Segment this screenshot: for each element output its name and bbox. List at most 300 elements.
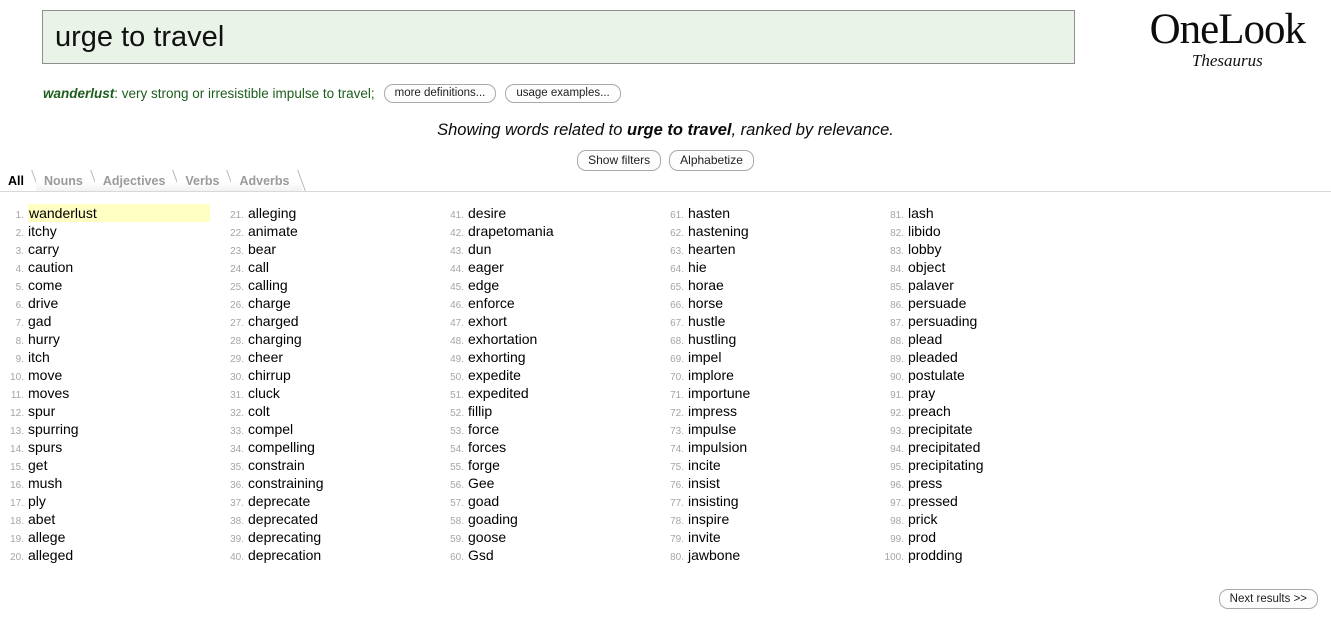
list-item — [220, 366, 440, 384]
word-link[interactable]: impulse — [688, 421, 737, 437]
word-link[interactable]: implore — [688, 367, 734, 383]
list-item — [440, 366, 660, 384]
list-item-number: 7. — [15, 318, 24, 329]
list-item-number: 16. — [10, 480, 24, 491]
word-link[interactable]: prick — [908, 511, 938, 527]
word-link[interactable]: hastening — [688, 223, 749, 239]
word-link[interactable]: impress — [688, 403, 738, 419]
list-item-number: 87. — [890, 318, 904, 329]
word-link[interactable]: precipitate — [908, 421, 973, 437]
list-item-number: 26. — [230, 300, 244, 311]
word-link[interactable]: ply — [28, 493, 46, 509]
list-item — [220, 276, 440, 294]
list-item — [660, 492, 880, 510]
word-link[interactable]: deprecate — [248, 493, 311, 509]
word-link[interactable]: Gee — [468, 475, 495, 491]
list-item — [880, 222, 1100, 240]
list-item-number: 65. — [670, 282, 684, 293]
list-item — [880, 294, 1100, 312]
word-link[interactable]: deprecated — [248, 511, 319, 527]
list-item-number: 96. — [890, 480, 904, 491]
results-column — [880, 204, 1100, 564]
list-item — [220, 204, 440, 222]
list-item-number: 64. — [670, 264, 684, 275]
list-item — [220, 528, 440, 546]
list-item-number: 71. — [670, 390, 684, 401]
list-item — [880, 366, 1100, 384]
list-item-number: 19. — [10, 534, 24, 545]
list-item — [440, 474, 660, 492]
list-item-number: 100. — [884, 552, 904, 563]
word-link[interactable]: exhorting — [468, 349, 526, 365]
list-item — [440, 240, 660, 258]
word-link[interactable]: edge — [468, 277, 500, 293]
list-item-number: 90. — [890, 372, 904, 383]
list-item-number: 24. — [230, 264, 244, 275]
list-item-number: 14. — [10, 444, 24, 455]
definition-line — [43, 84, 621, 103]
word-link[interactable]: charging — [248, 331, 302, 347]
word-link[interactable]: precipitated — [908, 439, 981, 455]
list-item — [220, 330, 440, 348]
word-link[interactable]: come — [28, 277, 63, 293]
list-item-number: 30. — [230, 372, 244, 383]
list-item — [880, 204, 1100, 222]
word-link[interactable]: chirrup — [248, 367, 291, 383]
results-column — [660, 204, 880, 564]
list-item — [0, 240, 220, 258]
list-item — [660, 510, 880, 528]
word-link[interactable]: hie — [688, 259, 707, 275]
list-item-number: 13. — [10, 426, 24, 437]
results-grid — [0, 204, 1100, 564]
word-link[interactable]: hurry — [28, 331, 60, 347]
word-link[interactable]: lobby — [908, 241, 942, 257]
list-item — [220, 510, 440, 528]
list-item — [220, 348, 440, 366]
word-link[interactable]: goading — [468, 511, 518, 527]
list-item — [660, 294, 880, 312]
word-link[interactable]: move — [28, 367, 63, 383]
list-item — [660, 420, 880, 438]
list-item — [660, 546, 880, 564]
list-item — [660, 438, 880, 456]
list-item — [220, 258, 440, 276]
list-item — [0, 330, 220, 348]
list-item-number: 98. — [890, 516, 904, 527]
list-item — [880, 384, 1100, 402]
word-link[interactable]: prodding — [908, 547, 963, 563]
word-link[interactable]: goose — [468, 529, 507, 545]
list-item-number: 70. — [670, 372, 684, 383]
word-link[interactable]: compel — [248, 421, 294, 437]
list-item-number: 80. — [670, 552, 684, 563]
definition-text: : very strong or irresistible impulse to travel; — [114, 86, 375, 101]
word-link[interactable]: invite — [688, 529, 721, 545]
list-item — [0, 438, 220, 456]
next-results-button[interactable]: Next results >> — [1219, 589, 1318, 609]
usage-examples-button[interactable]: usage examples... — [505, 84, 620, 103]
list-item — [0, 456, 220, 474]
list-item — [660, 312, 880, 330]
list-item-number: 76. — [670, 480, 684, 491]
list-item-number: 52. — [450, 408, 464, 419]
word-link[interactable]: hustling — [688, 331, 737, 347]
definition-headword: wanderlust — [43, 86, 115, 101]
list-item-number: 74. — [670, 444, 684, 455]
list-item — [0, 420, 220, 438]
list-item — [440, 330, 660, 348]
logo-subtitle: Thesaurus — [1191, 51, 1263, 70]
word-link[interactable]: itchy — [28, 223, 57, 239]
list-item-number: 79. — [670, 534, 684, 545]
word-link[interactable]: plead — [908, 331, 943, 347]
word-link[interactable]: jawbone — [688, 547, 741, 563]
list-item-number: 82. — [890, 228, 904, 239]
list-item-number: 73. — [670, 426, 684, 437]
list-item-number: 20. — [10, 552, 24, 563]
word-link[interactable]: impulsion — [688, 439, 748, 455]
list-item-number: 29. — [230, 354, 244, 365]
list-item-number: 31. — [230, 390, 244, 401]
logo-title: OneLook — [1149, 6, 1305, 53]
list-item — [660, 366, 880, 384]
list-item — [220, 474, 440, 492]
list-item-number: 59. — [450, 534, 464, 545]
word-link[interactable]: itch — [28, 349, 50, 365]
word-link[interactable]: spurring — [28, 421, 79, 437]
list-item-number: 46. — [450, 300, 464, 311]
list-item-number: 45. — [450, 282, 464, 293]
list-item-number: 40. — [230, 552, 244, 563]
word-link[interactable]: cluck — [248, 385, 280, 401]
list-item-number: 44. — [450, 264, 464, 275]
list-item — [0, 402, 220, 420]
word-link[interactable]: hasten — [688, 205, 731, 221]
list-item-number: 72. — [670, 408, 684, 419]
word-link[interactable]: forge — [468, 457, 500, 473]
word-link[interactable]: alleged — [28, 547, 74, 563]
list-item — [0, 294, 220, 312]
list-item-number: 97. — [890, 498, 904, 509]
word-link[interactable]: spurs — [28, 439, 63, 455]
word-link[interactable]: charge — [248, 295, 291, 311]
list-item — [880, 456, 1100, 474]
list-item-number: 3. — [15, 246, 24, 257]
word-link[interactable]: colt — [248, 403, 270, 419]
list-item-number: 11. — [10, 390, 24, 401]
list-item — [440, 384, 660, 402]
list-item-number: 51. — [450, 390, 464, 401]
list-item — [440, 294, 660, 312]
word-link[interactable]: horae — [688, 277, 724, 293]
list-item — [880, 402, 1100, 420]
word-link[interactable]: exhort — [468, 313, 507, 329]
word-link[interactable]: carry — [28, 241, 60, 257]
list-item-number: 67. — [670, 318, 684, 329]
tab-adjectives[interactable]: Adjectives — [95, 170, 178, 191]
list-item-number: 1. — [15, 210, 24, 221]
word-link[interactable]: animate — [248, 223, 298, 239]
word-link[interactable]: postulate — [908, 367, 965, 383]
word-link[interactable]: allege — [28, 529, 66, 545]
list-item — [440, 204, 660, 222]
word-link[interactable]: hustle — [688, 313, 726, 329]
alphabetize-button[interactable]: Alphabetize — [669, 150, 754, 171]
list-item-number: 42. — [450, 228, 464, 239]
word-link[interactable]: enforce — [468, 295, 515, 311]
word-link[interactable]: insisting — [688, 493, 739, 509]
list-item-number: 2. — [15, 228, 24, 239]
list-item-number: 56. — [450, 480, 464, 491]
actions-row — [0, 150, 1331, 171]
word-link[interactable]: eager — [468, 259, 504, 275]
list-item-number: 48. — [450, 336, 464, 347]
list-item — [880, 330, 1100, 348]
list-item-number: 47. — [450, 318, 464, 329]
word-link[interactable]: compelling — [248, 439, 315, 455]
list-item-number: 43. — [450, 246, 464, 257]
word-link[interactable]: get — [28, 457, 48, 473]
list-item — [0, 258, 220, 276]
list-item — [660, 222, 880, 240]
word-link[interactable]: bear — [248, 241, 277, 257]
list-item — [0, 348, 220, 366]
list-item-number: 77. — [670, 498, 684, 509]
list-item — [220, 420, 440, 438]
tab-bar — [0, 170, 1331, 192]
list-item — [660, 258, 880, 276]
list-item-number: 49. — [450, 354, 464, 365]
list-item-number: 41. — [450, 210, 464, 221]
list-item-number: 50. — [450, 372, 464, 383]
list-item-number: 85. — [890, 282, 904, 293]
list-item — [880, 528, 1100, 546]
list-item-number: 23. — [230, 246, 244, 257]
list-item — [220, 294, 440, 312]
list-item-number: 12. — [10, 408, 24, 419]
word-link[interactable]: desire — [468, 205, 507, 221]
word-link[interactable]: abet — [28, 511, 56, 527]
list-item — [880, 492, 1100, 510]
list-item — [660, 402, 880, 420]
word-link[interactable]: force — [468, 421, 500, 437]
list-item — [220, 240, 440, 258]
word-link[interactable]: Gsd — [468, 547, 494, 563]
list-item — [220, 384, 440, 402]
more-definitions-button[interactable]: more definitions... — [384, 84, 497, 103]
list-item-number: 15. — [10, 462, 24, 473]
word-link[interactable]: palaver — [908, 277, 954, 293]
word-link[interactable]: gad — [28, 313, 52, 329]
word-link[interactable]: wanderlust — [28, 204, 210, 222]
word-link[interactable]: pray — [908, 385, 936, 401]
word-link[interactable]: moves — [28, 385, 70, 401]
list-item — [440, 420, 660, 438]
list-item-number: 92. — [890, 408, 904, 419]
list-item — [660, 240, 880, 258]
list-item — [440, 348, 660, 366]
word-link[interactable]: calling — [248, 277, 288, 293]
list-item — [660, 348, 880, 366]
list-item — [880, 510, 1100, 528]
show-filters-button[interactable]: Show filters — [577, 150, 661, 171]
list-item — [440, 510, 660, 528]
word-link[interactable]: fillip — [468, 403, 493, 419]
tab-verbs[interactable]: Verbs — [177, 170, 231, 191]
list-item-number: 93. — [890, 426, 904, 437]
word-link[interactable]: prod — [908, 529, 937, 545]
word-link[interactable]: inspire — [688, 511, 730, 527]
results-column — [0, 204, 220, 564]
list-item — [440, 438, 660, 456]
word-link[interactable]: forces — [468, 439, 507, 455]
list-item-number: 62. — [670, 228, 684, 239]
list-item — [220, 438, 440, 456]
word-link[interactable]: spur — [28, 403, 56, 419]
word-link[interactable]: caution — [28, 259, 74, 275]
list-item-number: 6. — [15, 300, 24, 311]
list-item-number: 57. — [450, 498, 464, 509]
list-item-number: 34. — [230, 444, 244, 455]
list-item-number: 53. — [450, 426, 464, 437]
list-item-number: 83. — [890, 246, 904, 257]
list-item — [220, 402, 440, 420]
list-item — [440, 456, 660, 474]
list-item — [440, 222, 660, 240]
word-link[interactable]: preach — [908, 403, 951, 419]
list-item-number: 89. — [890, 354, 904, 365]
list-item-number: 81. — [890, 210, 904, 221]
list-item — [880, 258, 1100, 276]
list-item — [660, 276, 880, 294]
word-link[interactable]: persuade — [908, 295, 967, 311]
word-link[interactable]: mush — [28, 475, 63, 491]
list-item — [660, 384, 880, 402]
list-item-number: 36. — [230, 480, 244, 491]
list-item-number: 5. — [15, 282, 24, 293]
list-item-number: 27. — [230, 318, 244, 329]
list-item — [0, 474, 220, 492]
list-item-number: 75. — [670, 462, 684, 473]
list-item-number: 99. — [890, 534, 904, 545]
list-item — [0, 276, 220, 294]
word-link[interactable]: constraining — [248, 475, 324, 491]
tab-all[interactable]: All — [8, 170, 36, 191]
logo[interactable] — [1150, 8, 1305, 71]
list-item-number: 55. — [450, 462, 464, 473]
list-item-number: 66. — [670, 300, 684, 311]
word-link[interactable]: charged — [248, 313, 299, 329]
list-item-number: 84. — [890, 264, 904, 275]
results-column — [220, 204, 440, 564]
status-term: urge to travel — [626, 121, 732, 139]
word-link[interactable]: lash — [908, 205, 934, 221]
list-item — [440, 402, 660, 420]
word-link[interactable]: precipitating — [908, 457, 984, 473]
list-item — [880, 276, 1100, 294]
word-link[interactable]: hearten — [688, 241, 736, 257]
list-item-number: 33. — [230, 426, 244, 437]
list-item — [660, 204, 880, 222]
list-item-number: 25. — [230, 282, 244, 293]
list-item-number: 35. — [230, 462, 244, 473]
word-link[interactable]: drapetomania — [468, 223, 554, 239]
list-item-number: 91. — [890, 390, 904, 401]
word-link[interactable]: dun — [468, 241, 492, 257]
list-item — [220, 222, 440, 240]
word-link[interactable]: horse — [688, 295, 724, 311]
list-item-number: 63. — [670, 246, 684, 257]
word-link[interactable]: expedite — [468, 367, 521, 383]
list-item — [0, 366, 220, 384]
list-item-number: 10. — [10, 372, 24, 383]
word-link[interactable]: expedited — [468, 385, 529, 401]
list-item — [660, 474, 880, 492]
list-item-number: 58. — [450, 516, 464, 527]
list-item — [220, 492, 440, 510]
word-link[interactable]: drive — [28, 295, 59, 311]
tab-adverbs[interactable]: Adverbs — [231, 170, 301, 191]
word-link[interactable]: exhortation — [468, 331, 538, 347]
word-link[interactable]: press — [908, 475, 943, 491]
list-item — [0, 222, 220, 240]
word-link[interactable]: insist — [688, 475, 720, 491]
word-link[interactable]: deprecating — [248, 529, 322, 545]
list-item-number: 60. — [450, 552, 464, 563]
list-item — [0, 510, 220, 528]
list-item — [880, 240, 1100, 258]
word-link[interactable]: impel — [688, 349, 722, 365]
list-item — [880, 312, 1100, 330]
tab-nouns[interactable]: Nouns — [36, 170, 95, 191]
list-item-number: 17. — [10, 498, 24, 509]
word-link[interactable]: deprecation — [248, 547, 322, 563]
list-item — [660, 528, 880, 546]
word-link[interactable]: object — [908, 259, 946, 275]
word-link[interactable]: incite — [688, 457, 721, 473]
search-input[interactable] — [42, 10, 1075, 64]
list-item-number: 68. — [670, 336, 684, 347]
list-item-number: 28. — [230, 336, 244, 347]
list-item-number: 39. — [230, 534, 244, 545]
list-item-number: 9. — [15, 354, 24, 365]
list-item-number: 54. — [450, 444, 464, 455]
word-link[interactable]: pressed — [908, 493, 958, 509]
word-link[interactable]: pleaded — [908, 349, 958, 365]
word-link[interactable]: goad — [468, 493, 500, 509]
list-item — [220, 312, 440, 330]
list-item-number: 95. — [890, 462, 904, 473]
word-link[interactable]: importune — [688, 385, 751, 401]
word-link[interactable]: call — [248, 259, 270, 275]
word-link[interactable]: persuading — [908, 313, 978, 329]
list-item — [880, 348, 1100, 366]
list-item — [880, 546, 1100, 564]
word-link[interactable]: libido — [908, 223, 941, 239]
list-item-number: 78. — [670, 516, 684, 527]
status-line — [0, 121, 1331, 140]
word-link[interactable]: alleging — [248, 205, 297, 221]
list-item — [440, 312, 660, 330]
word-link[interactable]: cheer — [248, 349, 284, 365]
list-item-number: 4. — [15, 264, 24, 275]
list-item-number: 61. — [670, 210, 684, 221]
list-item — [0, 204, 220, 222]
list-item-number: 86. — [890, 300, 904, 311]
word-link[interactable]: constrain — [248, 457, 305, 473]
list-item — [880, 474, 1100, 492]
